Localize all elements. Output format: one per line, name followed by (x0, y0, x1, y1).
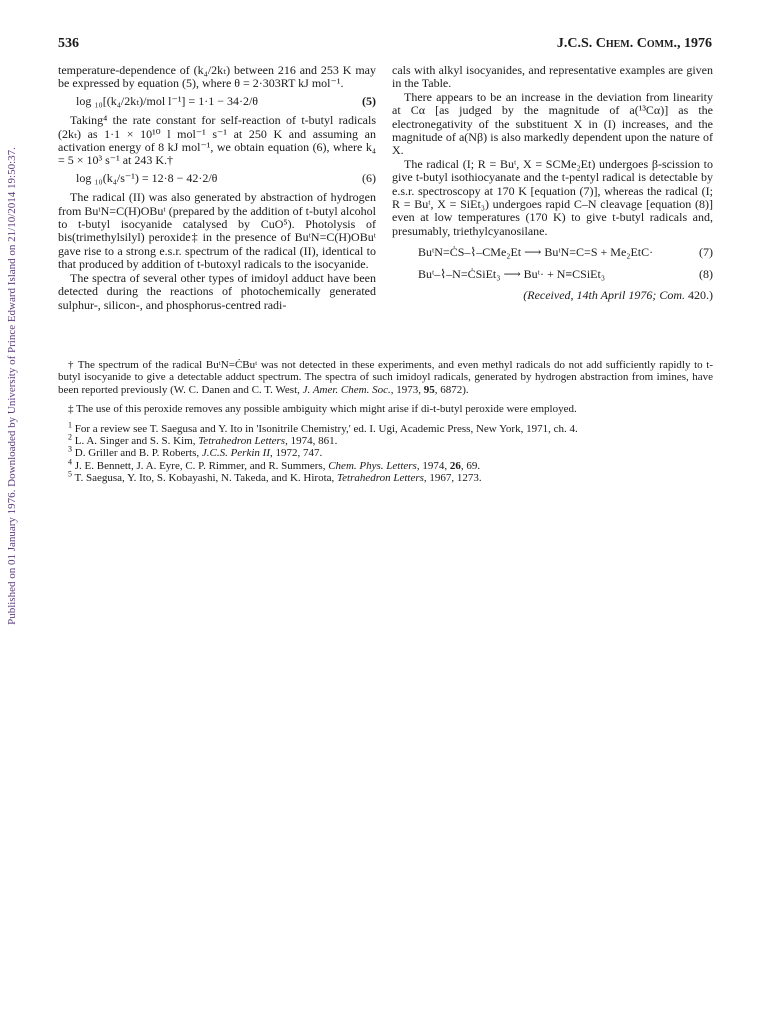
reference-number: 2 (68, 432, 72, 442)
footnote-dagger-comma: , (390, 383, 394, 396)
equation-7 (392, 246, 713, 259)
left-paragraph-1: temperature-dependence of (k₄/2kₜ) between 216 and 253 K may be expressed by equation (5), where θ = 2·303RT kJ mol⁻¹. (58, 63, 376, 91)
reference-number: 4 (68, 457, 72, 467)
received-c: 420.) (685, 288, 713, 303)
reference-item (58, 432, 713, 448)
equation-5 (58, 95, 376, 108)
reference-text: T. Saegusa, Y. Ito, S. Kobayashi, N. Takeda, and K. Hirota, (72, 472, 338, 485)
reference-journal: Chem. Phys. Letters (328, 459, 417, 472)
page-number: 536 (58, 36, 79, 51)
journal-name-sc: Chem. Comm. (595, 36, 677, 51)
right-paragraph-1: cals with alkyl isocyanides, and representative examples are given in the Table. (392, 63, 713, 91)
reference-text: J. E. Bennett, J. A. Eyre, C. P. Rimmer, and R. Summers, (72, 459, 329, 472)
equation-6-text: log ₁₀(k₄/s⁻¹) = 12·8 − 42·2/θ (76, 170, 218, 185)
reference-post: 747. (302, 447, 323, 460)
reference-item (58, 457, 713, 472)
reference-mid: , 1974, (416, 459, 450, 472)
download-watermark: Published on 01 January 1976. Downloaded by University of Prince Edward Island on 21/10/2014 19:50:37. (6, 147, 18, 625)
reference-list (58, 419, 713, 485)
reference-item (58, 419, 713, 435)
journal-header (557, 36, 712, 52)
equation-8-number: (8) (699, 266, 713, 281)
right-column (392, 64, 713, 303)
right-paragraph-2: There appears to be an increase in the deviation from linearity at Cα [as judged by the magnitude of a(¹³Cα)] as the electronegativity of the substituent X in (I) increases, and the magnitude of a(Nβ) is also markedly dependent upon the nature of X. (392, 89, 713, 158)
reference-text: D. Griller and B. P. Roberts, (72, 447, 202, 460)
footnote-ddagger: ‡ The use of this peroxide removes any possible ambiguity which might arise if di-t-butyl peroxide were employed. (68, 403, 577, 416)
reference-number: 1 (68, 419, 72, 429)
left-paragraph-3: The radical (II) was also generated by abstraction of hydrogen from BuᵗN=C(H)OBuᵗ (prepared by the addition of t-butyl alcohol to t-butyl isocyanide catalysed by CuO⁵). Photolysis of bis(trimethylsilyl) peroxide‡ in the presence of BuᵗN=C(H)OBuᵗ gave rise to a strong e.s.r. spectrum of the radical (II), identical to that produced by addition of t-butoxyl radicals to the isocyanide. (58, 190, 376, 272)
equation-7-text: BuᵗN=ĊS–⌇–CMe₂Et ⟶ BuᵗN=C=S + Me₂EtC· (418, 245, 654, 260)
equation-5-text: log ₁₀[(k₄/2kₜ)/mol l⁻¹] = 1·1 − 34·2/θ (76, 93, 259, 108)
reference-post: 861. (318, 435, 338, 448)
reference-mid: , 1974, (285, 435, 319, 448)
received-a: (Received, 14th April 1976; (523, 288, 660, 303)
right-paragraph-3: The radical (I; R = Buᵗ, X = SCMe₂Et) undergoes β-scission to give t-butyl isothiocyanate and the t-pentyl radical is detectable by e.s.r. spectroscopy at 170 K [equation (7)], whereas the radical (I; R = Buᵗ, X = SiEt₃) undergoes rapid C–N cleavage [equation (8)] even at low temperatures (170 K) to give t-butyl radicals and, presumably, triethylcyanosilane. (392, 156, 713, 238)
reference-number: 3 (68, 444, 72, 454)
equation-5-number: (5) (362, 93, 376, 108)
left-paragraph-2: Taking⁴ the rate constant for self-reaction of t-butyl radicals (2kₜ) as 1·1 × 10¹⁰ l mol⁻¹ s⁻¹ at 250 K and assuming an activation energy of 8 kJ mol⁻¹, we obtain equation (6), where k₄ = 5 × 10³ s⁻¹ at 243 K.† (58, 113, 376, 168)
footnote-dagger-volume: 95 (423, 383, 435, 396)
footnote-dagger-journal: J. Amer. Chem. Soc. (302, 383, 391, 396)
left-paragraph-4: The spectra of several other types of imidoyl adduct have been detected during the reactions of photochemically generated sulphur-, silicon-, and phosphorus-centred radi- (58, 270, 376, 312)
reference-mid: , 1967, (423, 472, 457, 485)
reference-text: For a review see T. Saegusa and Y. Ito in 'Isonitrile Chemistry,' ed. I. Ugi, Academic Press, New York, 1971, ch. 4. (72, 422, 578, 435)
reference-post: , 69. (460, 459, 481, 472)
equation-8-text: Buᵗ–⌇–N=ĊSiEt₃ ⟶ Buᵗ· + N≡CSiEt₃ (418, 266, 606, 281)
reference-mid: , 1972, (269, 447, 303, 460)
equation-8 (392, 268, 713, 281)
reference-journal: Tetrahedron Letters (198, 435, 286, 448)
reference-number: 5 (68, 469, 72, 479)
footnotes (58, 359, 713, 485)
left-column (58, 64, 376, 312)
footnote-dagger-text: † The spectrum of the radical BuᵗN=ĊBuᵗ was not detected in these experiments, and even methyl radicals do not add sufficiently rapidly to t-butyl isocyanide to give a detectable adduct spectrum. The spectra of such imidoyl radicals, generated by hydrogen abstraction from imines, have been reported previously (W. C. Danen and C. T. West, (58, 359, 713, 396)
journal-year: , 1976 (677, 36, 712, 51)
footnote-dagger: † The spectrum of the radical BuᵗN=ĊBuᵗ was not detected in these experiments, and even methyl radicals do not add sufficiently rapidly to t-butyl isocyanide to give a detectable adduct spectrum. The spectra of such imidoyl radicals, generated by hydrogen abstraction from imines, have been reported previously (W. C. Danen and C. T. West, J. Amer. Chem. Soc., 1973, 95, 6872). (58, 359, 713, 396)
reference-volume: 26 (449, 459, 461, 472)
equation-6-number: (6) (362, 170, 376, 185)
reference-post: 1273. (456, 472, 482, 485)
reference-journal: J.C.S. Perkin II (201, 447, 270, 460)
reference-item (58, 469, 713, 485)
reference-text: L. A. Singer and S. S. Kim, (72, 435, 199, 448)
footnote-dagger-end: , 6872). (434, 383, 469, 396)
equation-6 (58, 172, 376, 185)
equation-7-number: (7) (699, 245, 713, 260)
journal-name-a: J.C.S. (556, 36, 596, 51)
reference-item (58, 444, 713, 460)
received-date (392, 289, 713, 302)
received-com: Com. (659, 288, 685, 303)
reference-journal: Tetrahedron Letters (337, 472, 424, 485)
